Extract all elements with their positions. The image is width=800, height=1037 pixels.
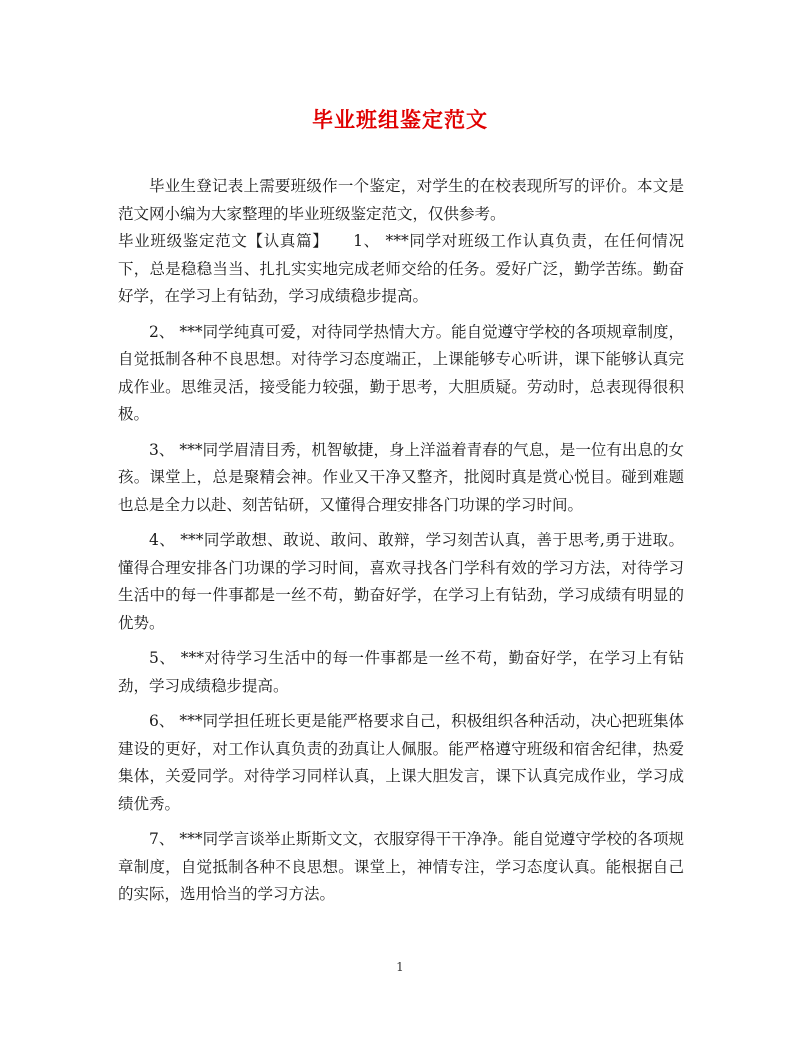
paragraph-3: 3、 ***同学眉清目秀，机智敏捷，身上洋溢着青春的气息，是一位有出息的女孩。课堂上，总是聚精会神。作业又干净又整齐，批阅时真是赏心悦目。碰到难题也总是全力以赴、刻苦钻研，又懂得合理安排各门功课的学习时间。	[118, 440, 684, 514]
paragraph-2: 2、 ***同学纯真可爱，对待同学热情大方。能自觉遵守学校的各项规章制度，自觉抵制各种不良思想。对待学习态度端正，上课能够专心听讲，课下能够认真完成作业。思维灵活，接受能力较强，勤于思考，大胆质疑。劳动时，总表现得很积极。	[118, 322, 684, 423]
document-title: 毕业班组鉴定范文	[312, 107, 488, 132]
paragraph-7: 7、 ***同学言谈举止斯斯文文，衣服穿得干干净净。能自觉遵守学校的各项规章制度，自觉抵制各种不良思想。课堂上，神情专注，学习态度认真。能根据自己的实际，选用恰当的学习方法。	[118, 830, 684, 903]
paragraph-5: 5、 ***对待学习生活中的每一件事都是一丝不苟，勤奋好学，在学习上有钻劲，学习成绩稳步提高。	[118, 649, 684, 695]
intro-paragraph: 毕业生登记表上需要班级作一个鉴定，对学生的在校表现所写的评价。本文是范文网小编为大家整理的毕业班级鉴定范文，仅供参考。	[118, 177, 684, 223]
paragraph-4: 4、 ***同学敢想、敢说、敢问、敢辩，学习刻苦认真，善于思考,勇于进取。懂得合理安排各门功课的学习时间，喜欢寻找各门学科有效的学习方法，对待学习生活中的每一件事都是一丝不苟，勤奋好学，在学习上有钻劲，学习成绩有明显的优势。	[118, 531, 684, 632]
paragraph-6: 6、 ***同学担任班长更是能严格要求自己，积极组织各种活动，决心把班集体建设的更好，对工作认真负责的劲真让人佩服。能严格遵守班级和宿舍纪律，热爱集体，关爱同学。对待学习同样认真，上课大胆发言，课下认真完成作业，学习成绩优秀。	[118, 712, 684, 813]
document-body	[118, 173, 684, 909]
section-heading-paragraph: 毕业班级鉴定范文【认真篇】 1、 ***同学对班级工作认真负责，在任何情况下，总是稳稳当当、扎扎实实地完成老师交给的任务。爱好广泛，勤学苦练。勤奋好学，在学习上有钻劲，学习成绩稳步提高。	[118, 232, 684, 305]
page-number: 1	[396, 960, 404, 974]
